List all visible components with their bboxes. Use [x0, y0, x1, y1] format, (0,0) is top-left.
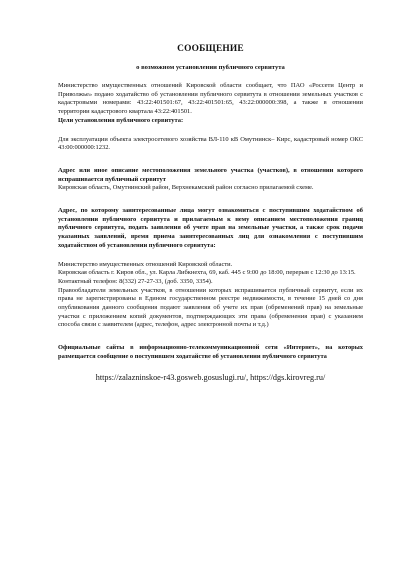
address-text: Кировская область, Омутнинский район, Верхнекамский район согласно прилагаемой схеме.	[58, 184, 314, 192]
address-heading: Адрес или иное описание местоположения земельного участка (участков), в отношении которого испрашивается публичный сервитут	[58, 166, 363, 183]
rights-paragraph: Правообладатели земельных участков, в отношении которых испрашивается публичный сервитут, если их права не зарегистрированы в Едином государственном реестре недвижимости, в течение 15 дней со дня опубликования данного сообщения подают заявления об учете их прав (обременений прав) на земельные участки с приложением копий документов, подтверждающих эти права (обременения прав) с указанием способа связи с заявителем (адрес, телефон, адрес электронной почты и т.д.)	[58, 286, 363, 329]
goals-heading: Цели установления публичного сервитута:	[58, 116, 184, 124]
website-links[interactable]: https://zalazninskoe-r43.gosweb.gosuslugi.ru/, https://dgs.kirovreg.ru/	[95, 372, 326, 382]
ministry-name: Министерство имущественных отношений Кировской области.	[58, 260, 233, 268]
goals-text: Для эксплуатации объекта электросетевого хозяйства ВЛ-110 кВ Омутнинск– Кирс, кадастровый номер ОКС 43:00:000000:1232.	[58, 135, 363, 152]
websites-heading: Официальные сайты в информационно-телекоммуникационной сети «Интернет», на которых размещается сообщение о поступившем ходатайстве об установлении публичного сервитута	[58, 344, 363, 360]
contact-phone: Контактный телефон: 8(332) 27-27-33, (доб. 3350, 3354).	[58, 277, 213, 285]
contacts-heading: Адрес, по которому заинтересованные лица могут ознакомиться с поступившим ходатайством об установлении публичного сервитута и прилагаемым к нему описанием местоположения границ публичного сервитута, подать заявления об учете прав на земельные участки, а также срок подачи указанных заявлений, время приема заинтересованных лиц для ознакомления с поступившим ходатайством об установлении публичного сервитута:	[58, 207, 363, 249]
office-address: Кировская область г. Киров обл., ул. Карла Либкнехта, 69, каб. 445 с 9:00 до 18:00, перерыв с 12:30 до 13:15.	[58, 269, 356, 277]
intro-paragraph: Министерство имущественных отношений Кировской области сообщает, что ПАО «Россети Центр и Приволжье» подано ходатайство об установлении публичного сервитута в отношении земельных участков с кадастровыми номерами: 43:22:401501:67, 43:22:401501:65, 43:22:000000:398, а также в отношении территории кадастрового квартала 43:22:401501.	[58, 82, 363, 116]
document-title: СООБЩЕНИЕ	[177, 44, 244, 54]
document-subtitle: о возможном установлении публичного сервитута	[136, 64, 285, 71]
